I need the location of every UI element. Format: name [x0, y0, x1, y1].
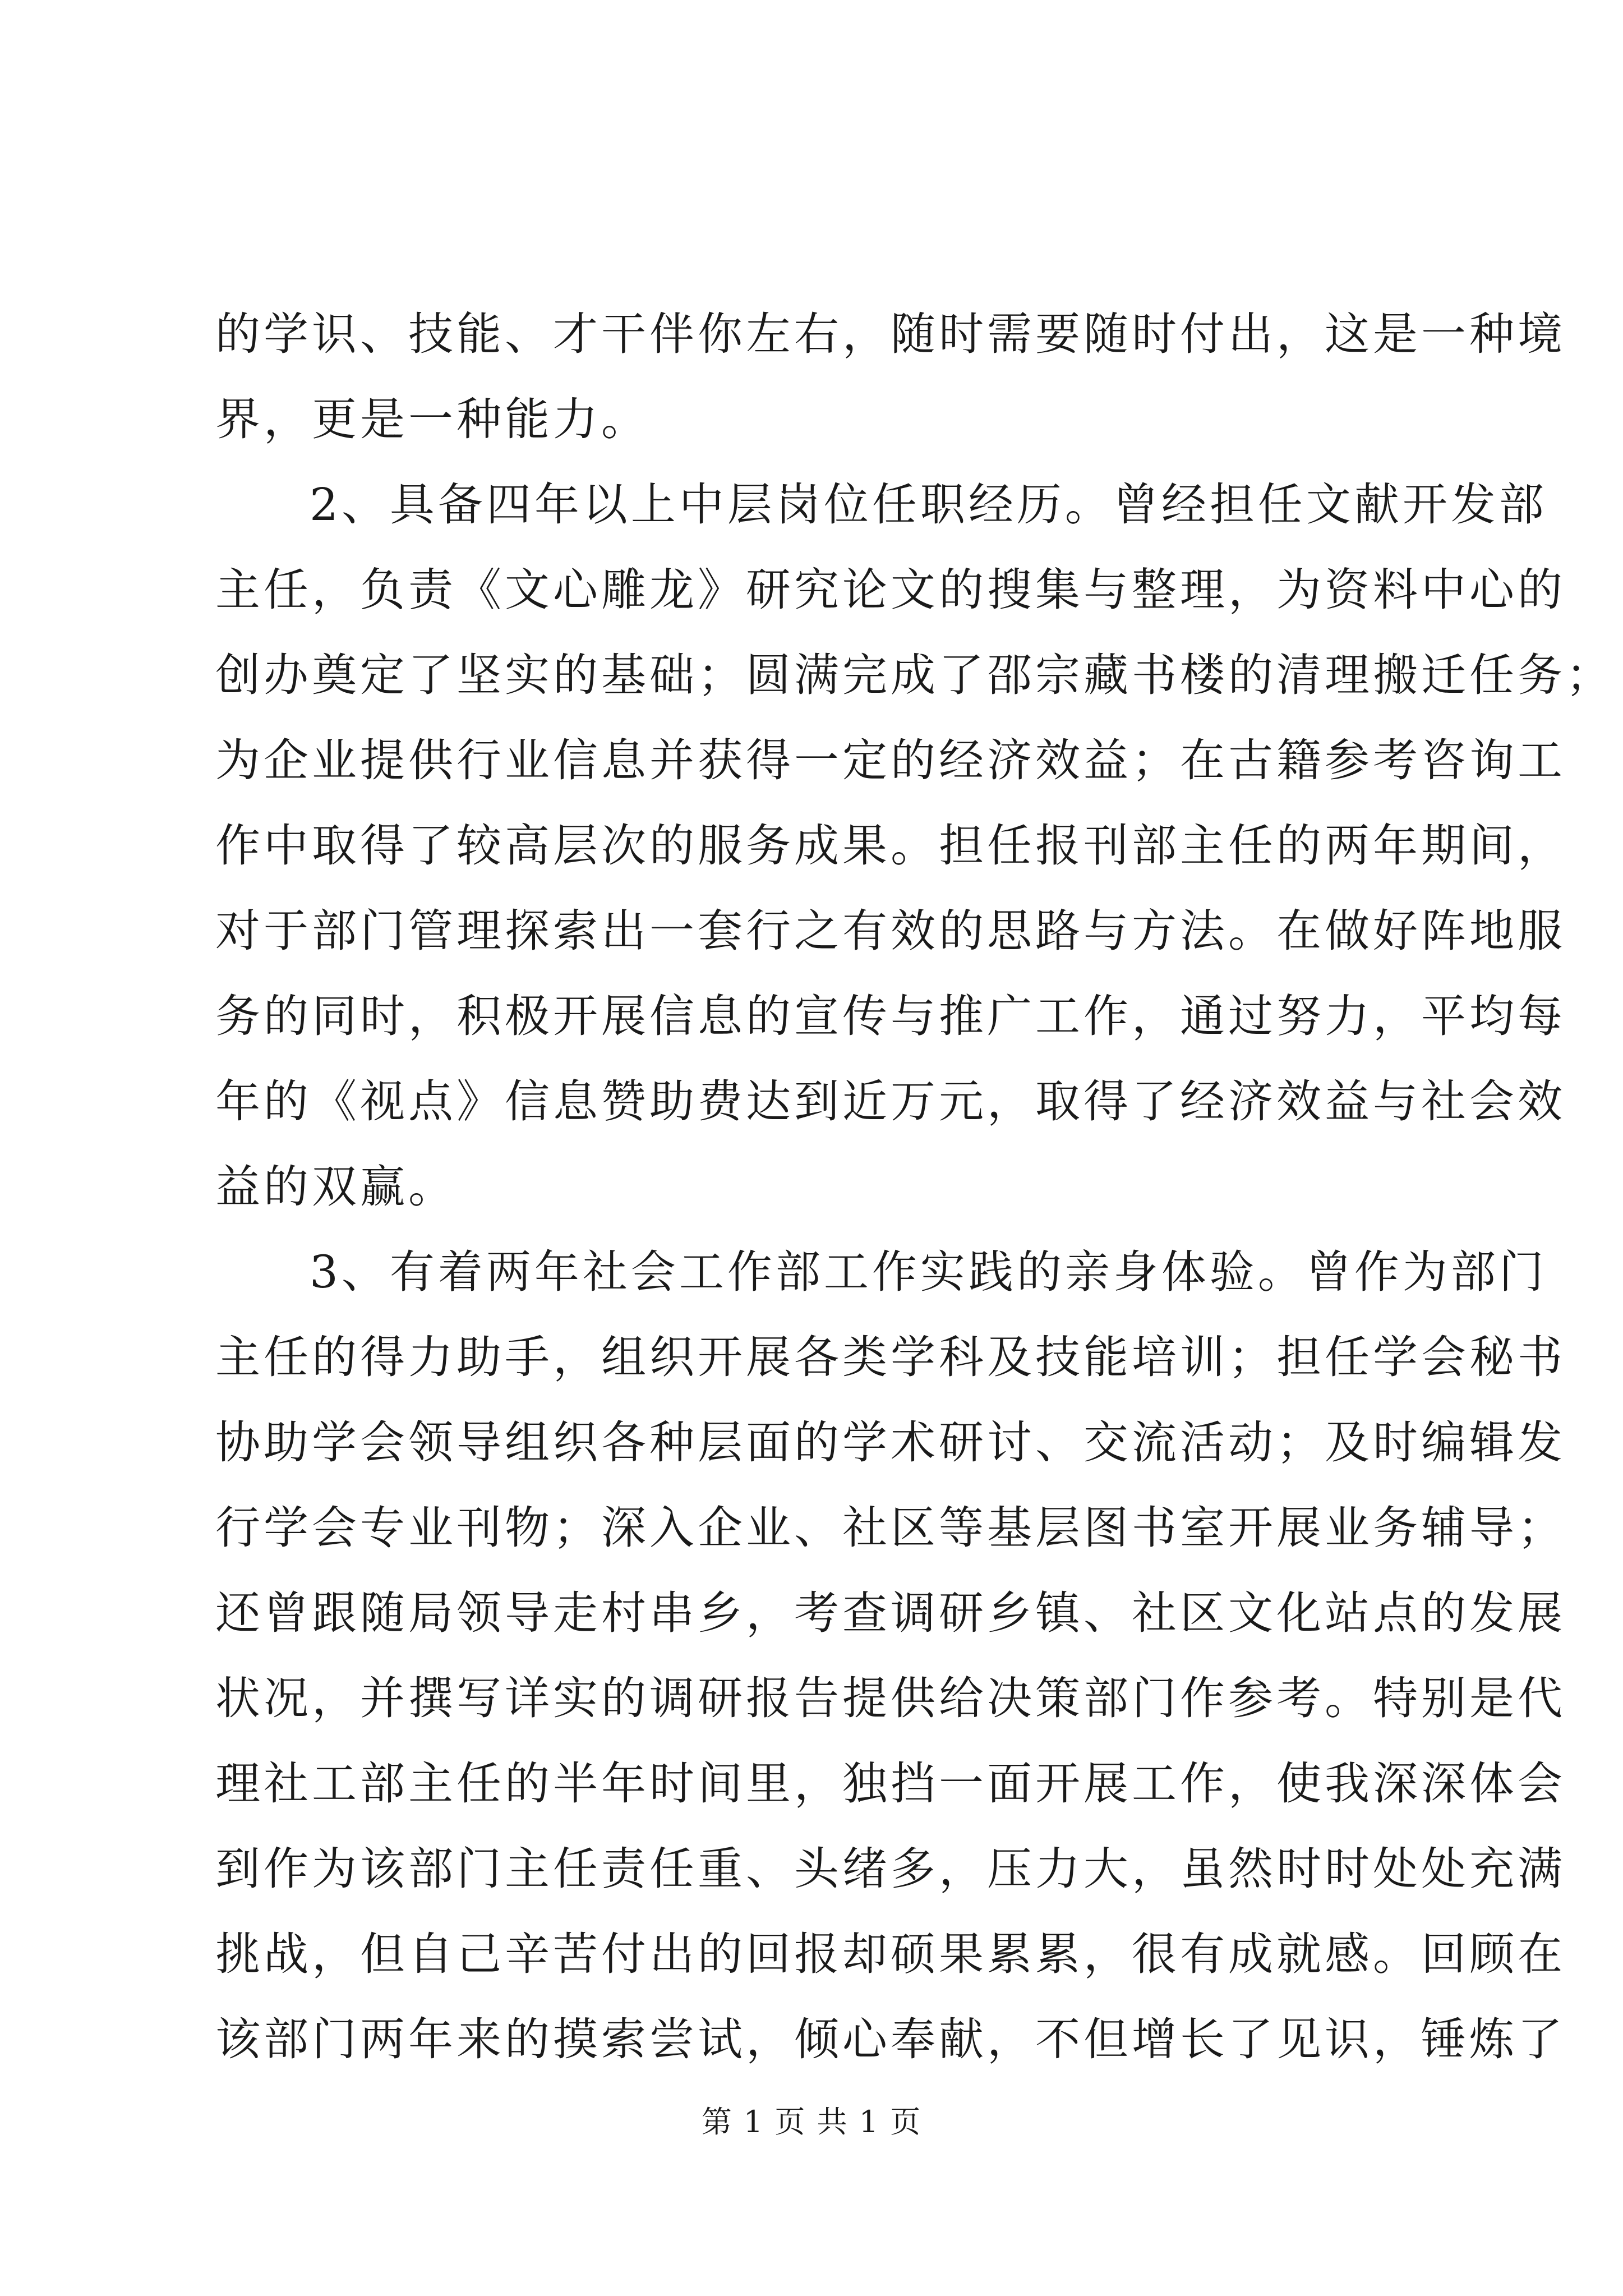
text-line: 行学会专业刊物；深入企业、社区等基层图书室开展业务辅导；: [215, 1502, 1566, 1554]
paragraph-start-line: 3、有着两年社会工作部工作实践的亲身体验。曾作为部门: [310, 1246, 1547, 1298]
text-line: 年的《视点》信息赞助费达到近万元，取得了经济效益与社会效: [215, 1075, 1566, 1128]
text-line: 的学识、技能、才干伴你左右，随时需要随时付出，这是一种境: [215, 308, 1566, 360]
text-line: 为企业提供行业信息并获得一定的经济效益；在古籍参考咨询工: [215, 734, 1566, 786]
text-line: 益的双赢。: [215, 1161, 457, 1213]
document-body: [215, 292, 1614, 2082]
text-line: 协助学会领导组织各种层面的学术研讨、交流活动；及时编辑发: [215, 1416, 1566, 1469]
page-number-footer: 第 1 页 共 1 页: [701, 2104, 922, 2139]
text-line: 对于部门管理探索出一套行之有效的思路与方法。在做好阵地服: [215, 905, 1566, 957]
text-line: 主任，负责《文心雕龙》研究论文的搜集与整理，为资料中心的: [215, 564, 1566, 616]
text-line: 主任的得力助手，组织开展各类学科及技能培训；担任学会秘书: [215, 1331, 1566, 1383]
paragraph-start-line: 2、具备四年以上中层岗位任职经历。曾经担任文献开发部: [310, 478, 1547, 531]
text-line: 理社工部主任的半年时间里，独挡一面开展工作，使我深深体会: [215, 1757, 1566, 1810]
text-line: 界，更是一种能力。: [215, 393, 649, 445]
text-line: 状况，并撰写详实的调研报告提供给决策部门作参考。特别是代: [215, 1672, 1566, 1724]
text-line: 创办奠定了坚实的基础；圆满完成了邵宗藏书楼的清理搬迁任务；: [215, 649, 1614, 701]
text-line: 还曾跟随局领导走村串乡，考查调研乡镇、社区文化站点的发展: [215, 1587, 1566, 1639]
text-line: 作中取得了较高层次的服务成果。担任报刊部主任的两年期间，: [215, 820, 1566, 872]
text-line: 挑战，但自己辛苦付出的回报却硕果累累，很有成就感。回顾在: [215, 1928, 1566, 1980]
text-line: 该部门两年来的摸索尝试，倾心奉献，不但增长了见识，锤炼了: [215, 2013, 1566, 2065]
text-line: 到作为该部门主任责任重、头绪多，压力大，虽然时时处处充满: [215, 1843, 1566, 1895]
text-line: 务的同时，积极开展信息的宣传与推广工作，通过努力，平均每: [215, 990, 1566, 1042]
